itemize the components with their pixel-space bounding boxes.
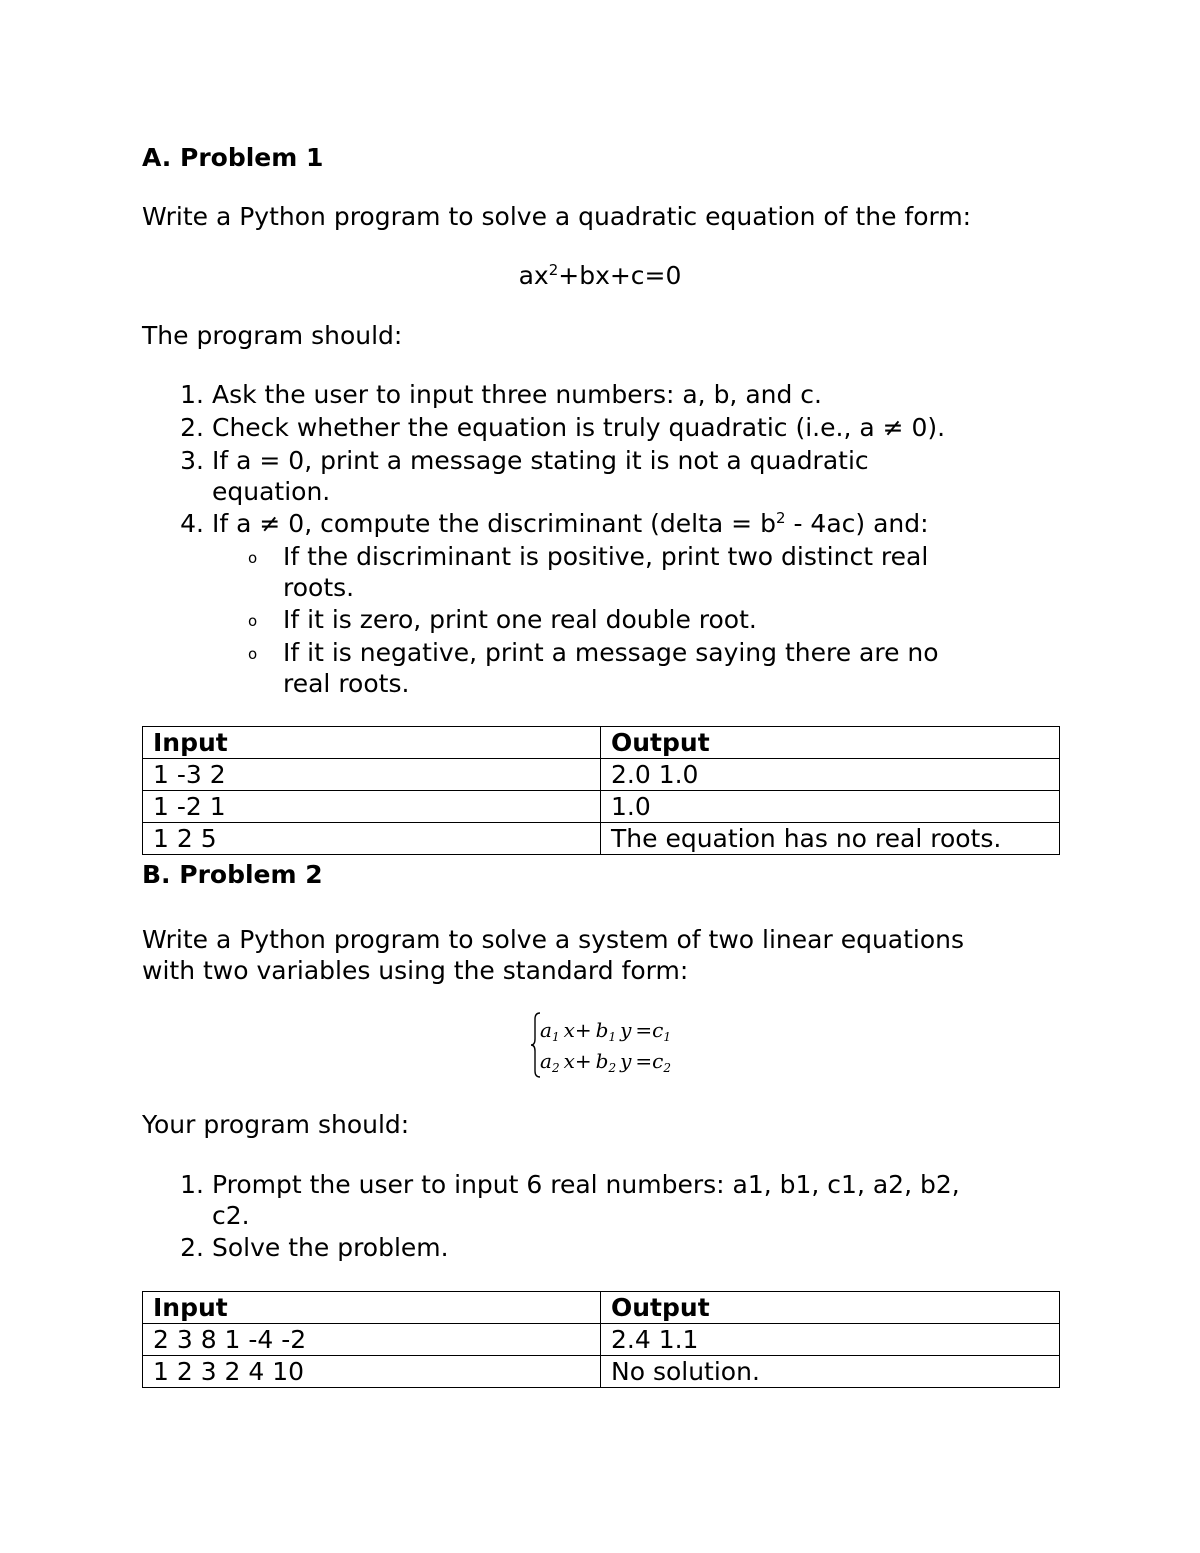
step-text-line1: Solve the problem. <box>212 1233 449 1262</box>
step-text-line2: c2. <box>212 1201 250 1230</box>
step-text-post: - 4ac) and: <box>785 509 929 538</box>
substep-line2: real roots. <box>283 669 410 698</box>
problem2-io-table <box>142 1291 1060 1388</box>
table-cell: 2.4 1.1 <box>601 1324 1060 1356</box>
table-cell: 1 2 3 2 4 10 <box>143 1356 601 1388</box>
table-header-row <box>143 727 1060 759</box>
step-text-pre: If a ≠ 0, compute the discriminant (delta = b <box>212 509 776 538</box>
quadratic-equation <box>0 260 1200 291</box>
table-row <box>143 791 1060 823</box>
substep-line1: If the discriminant is positive, print two distinct real <box>283 542 929 571</box>
table-cell: 1 -2 1 <box>143 791 601 823</box>
step-text-line1: Prompt the user to input 6 real numbers: a1, b1, c1, a2, b2, <box>212 1170 960 1199</box>
table-cell: 2 3 8 1 -4 -2 <box>143 1324 601 1356</box>
table-cell: 2.0 1.0 <box>601 759 1060 791</box>
table-row <box>143 1324 1060 1356</box>
step-text: Check whether the equation is truly quadratic (i.e., a ≠ 0). <box>212 413 946 442</box>
step-text <box>212 508 929 539</box>
problem2-heading: B. Problem 2 <box>142 860 323 889</box>
table-cell: No solution. <box>601 1356 1060 1388</box>
step-text-line2: equation. <box>212 477 331 506</box>
step-number: 1. <box>180 1170 204 1199</box>
step-text-line1: If a = 0, print a message stating it is not a quadratic <box>212 446 869 475</box>
table-row <box>143 1356 1060 1388</box>
step-number: 3. <box>180 446 204 475</box>
step-number: 1. <box>180 380 204 409</box>
equation-row-1: $a_1$ $x+ b_1$ $y =c_1$ <box>540 1018 671 1044</box>
step-number: 2. <box>180 1233 204 1262</box>
table-header-cell: Output <box>601 727 1060 759</box>
table-cell: The equation has no real roots. <box>601 823 1060 855</box>
problem2-should: Your program should: <box>142 1110 410 1139</box>
step-text: Ask the user to input three numbers: a, b, and c. <box>212 380 822 409</box>
problem1-io-table <box>142 726 1060 855</box>
bullet-icon: o <box>248 549 258 567</box>
bullet-icon: o <box>248 612 258 630</box>
equation-row-2: $a_2$ $x+ b_2$ $y =c_2$ <box>540 1049 671 1075</box>
equation-exponent: 2 <box>548 261 559 279</box>
table-header-cell: Output <box>601 1292 1060 1324</box>
step-number: 4. <box>180 509 204 538</box>
step-number: 2. <box>180 413 204 442</box>
table-header-cell: Input <box>143 1292 601 1324</box>
substep-line1: If it is negative, print a message saying there are no <box>283 638 939 667</box>
problem2-intro-line2: with two variables using the standard form: <box>142 956 689 985</box>
table-header-row <box>143 1292 1060 1324</box>
linear-system <box>530 1010 690 1080</box>
table-cell: 1.0 <box>601 791 1060 823</box>
problem2-intro-line1: Write a Python program to solve a system of two linear equations <box>142 925 965 954</box>
table-row <box>143 759 1060 791</box>
table-cell: 1 2 5 <box>143 823 601 855</box>
table-cell: 1 -3 2 <box>143 759 601 791</box>
substep-line2: roots. <box>283 573 355 602</box>
equation-left: ax <box>518 261 549 290</box>
equation-right: +bx+c=0 <box>558 261 682 290</box>
problem1-should: The program should: <box>142 321 403 350</box>
problem1-intro: Write a Python program to solve a quadratic equation of the form: <box>142 202 972 231</box>
table-header-cell: Input <box>143 727 601 759</box>
table-row <box>143 823 1060 855</box>
bullet-icon: o <box>248 645 258 663</box>
problem1-heading: A. Problem 1 <box>142 143 324 172</box>
step-exponent: 2 <box>775 509 786 527</box>
substep-line1: If it is zero, print one real double root. <box>283 605 757 634</box>
